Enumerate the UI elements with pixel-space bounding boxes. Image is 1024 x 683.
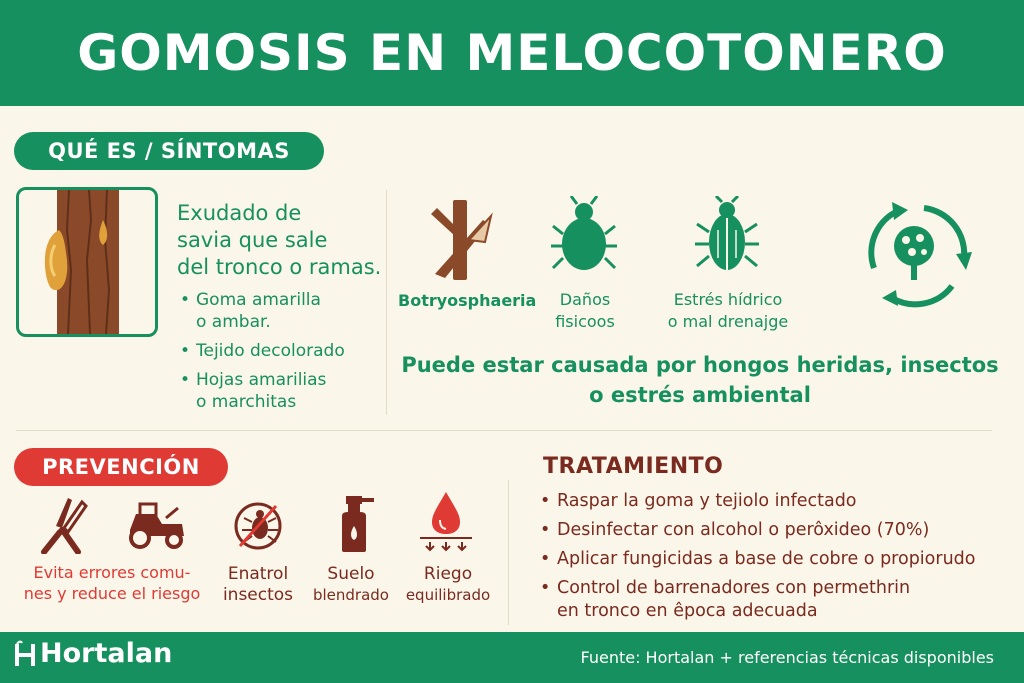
cycle-spore-icon xyxy=(852,198,976,312)
list-item: • Hojas amarilias o marchitas xyxy=(180,369,380,413)
description-line: savia que sale xyxy=(177,228,328,252)
section-heading-prevencion: PREVENCIÓN xyxy=(14,448,228,486)
brand-name: Hortalan xyxy=(40,638,173,669)
footer-bar xyxy=(0,632,1024,683)
tractor-icon xyxy=(126,500,188,554)
divider xyxy=(16,430,992,431)
beetle-striped-icon xyxy=(694,196,760,280)
water-drop-icon xyxy=(418,490,474,556)
section-heading-tratamiento: TRATAMIENTO xyxy=(543,454,724,479)
symptom-list xyxy=(180,289,380,420)
logo-icon xyxy=(14,640,36,668)
treatment-list xyxy=(540,490,1010,629)
header-banner xyxy=(0,0,1024,106)
list-item: • Aplicar fungicidas a base de cobre o propiorudo xyxy=(540,548,1010,571)
description-line: del tronco o ramas. xyxy=(177,255,382,279)
source-credit: Fuente: Hortalan + referencias técnicas disponibles xyxy=(580,648,994,667)
divider xyxy=(386,190,387,415)
trunk-illustration xyxy=(16,187,158,337)
description-line: Exudado de xyxy=(177,201,302,225)
prevention-label: Evita errores comu- nes y reduce el riesgo xyxy=(23,563,201,603)
cause-label: Estrés hídrico o mal drenajge xyxy=(667,290,789,331)
list-item: • Desinfectar con alcohol o perôxideo (70%) xyxy=(540,519,1010,542)
prevention-label: Riego equilibrado xyxy=(405,564,491,604)
brand-logo xyxy=(14,638,172,669)
prevention-label: Suelo blendrado xyxy=(312,564,389,604)
no-insects-icon xyxy=(230,500,286,556)
beetle-icon xyxy=(551,196,617,280)
branch-pruner-icon xyxy=(425,196,495,286)
pruning-shears-icon xyxy=(38,496,90,558)
list-item: • Raspar la goma y tejiolo infectado xyxy=(540,490,1010,513)
cause-label: Daños fisicoos xyxy=(555,290,615,331)
cause-label: Botryosphaeria xyxy=(398,291,537,310)
trunk-gum-icon xyxy=(19,190,155,334)
sintomas-description xyxy=(177,200,387,281)
causes-summary: Puede estar causada por hongos heridas, insectos o estrés ambiental xyxy=(401,353,999,407)
spray-bottle-icon xyxy=(336,494,380,558)
list-item: • Tejido decolorado xyxy=(180,340,380,362)
divider xyxy=(508,480,509,625)
list-item: • Goma amarilla o ambar. xyxy=(180,289,380,333)
section-heading-sintomas: QUÉ ES / SÍNTOMAS xyxy=(14,132,324,170)
list-item: • Control de barrenadores con permethrin en tronco en êpoca adecuada xyxy=(540,577,1010,623)
prevention-label: Enatrol insectos xyxy=(222,564,294,605)
page-title: GOMOSIS EN MELOCOTONERO xyxy=(77,24,947,82)
